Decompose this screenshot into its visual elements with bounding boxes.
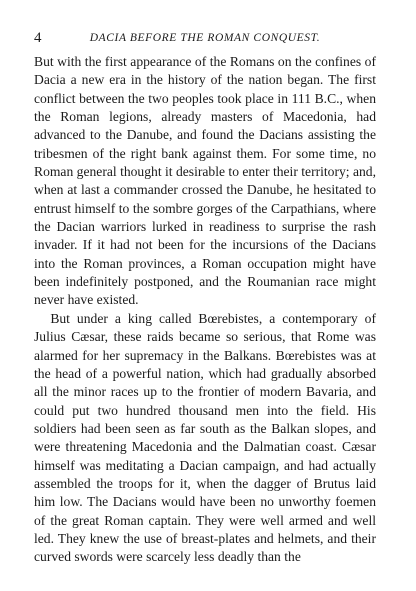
body-text [34,53,376,567]
running-title: DACIA BEFORE THE ROMAN CONQUEST. [89,32,321,44]
page-number: 4 [34,30,42,46]
paragraph-boerebistes: But under a king called Bœrebistes, a contemporary of Julius Cæsar, these raids became so serious, that Rome was alarmed for her supremacy in the Balkans. Bœrebistes was at the head of a powerful nation, which had gradually absorbed all the minor races up to the frontier of modern Bavaria, and could put two hundred thousand men into the field. His soldiers had been seen as far south as the Balkan slopes, and were threatening Macedonia and the Dalmatian coast. Cæsar himself was meditating a Dacian campaign, and had actually assembled the troops for it, when the dagger of Brutus laid him low. The Dacians would have been no unworthy foemen of the great Roman captain. They were well armed and well led. They knew the use of breast-plates and helmets, and their curved swords were scarcely less deadly than the [34,310,376,565]
running-head [34,28,376,48]
paragraph-roman-contact: But with the first appearance of the Romans on the confines of Dacia a new era in the history of the nation began. The first conflict between the two peoples took place in 111 B.C., when the Roman legions, already masters of Macedonia, had advanced to the Danube, and found the Dacians assisting the tribesmen of the right bank against them. For some time, no Roman general thought it desirable to enter their territory; and, when at last a commander crossed the Danube, he hesitated to entrust himself to the sombre gorges of the Carpathians, where the Dacian warriors lurked in readiness to surprise the rash invader. If it had not been for the incursions of the Dacians into the Roman provinces, a Roman occupation might have been indefinitely postponed, and the Roumanian race might never have existed. [34,54,377,308]
